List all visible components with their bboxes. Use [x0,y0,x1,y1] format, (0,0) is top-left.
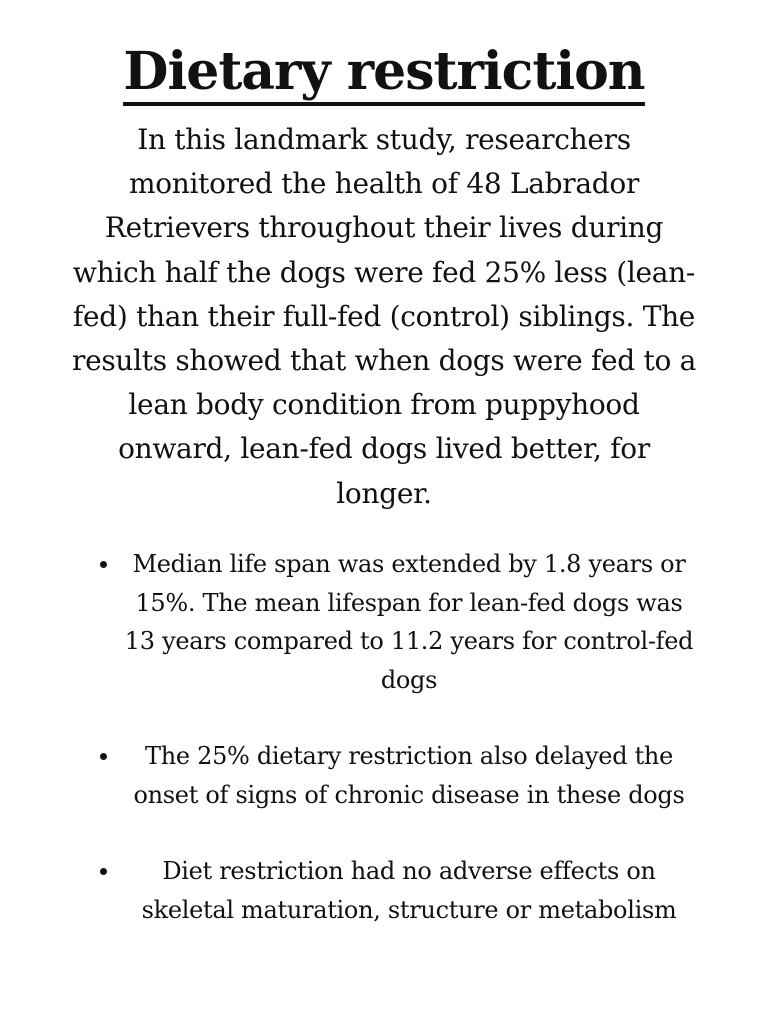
list-item-text: Diet restriction had no adverse effects on skeletal maturation, structure or metabolism [141,857,677,924]
intro-paragraph: In this landmark study, researchers monitored the health of 48 Labrador Retrievers throughout their lives during which half the dogs were fed 25% less (lean-fed) than their full-fed (control) siblings. The results showed that when dogs were fed to a lean body condition from puppyhood onward, lean-fed dogs lived better, for longer. [71,123,697,510]
findings-list [100,545,700,929]
bullet-icon [100,868,107,875]
bullet-icon [100,753,107,760]
list-item [100,737,700,814]
list-item-text: The 25% dietary restriction also delayed the onset of signs of chronic disease in these dogs [133,742,685,809]
list-item [100,545,700,699]
page-title [0,36,768,108]
page-title-text: Dietary restriction [123,41,644,106]
list-item-text: Median life span was extended by 1.8 years or 15%. The mean lifespan for lean-fed dogs was 13 years compared to 11.2 years for control-fed dogs [124,550,694,694]
list-item [100,852,700,929]
bullet-icon [100,561,107,568]
